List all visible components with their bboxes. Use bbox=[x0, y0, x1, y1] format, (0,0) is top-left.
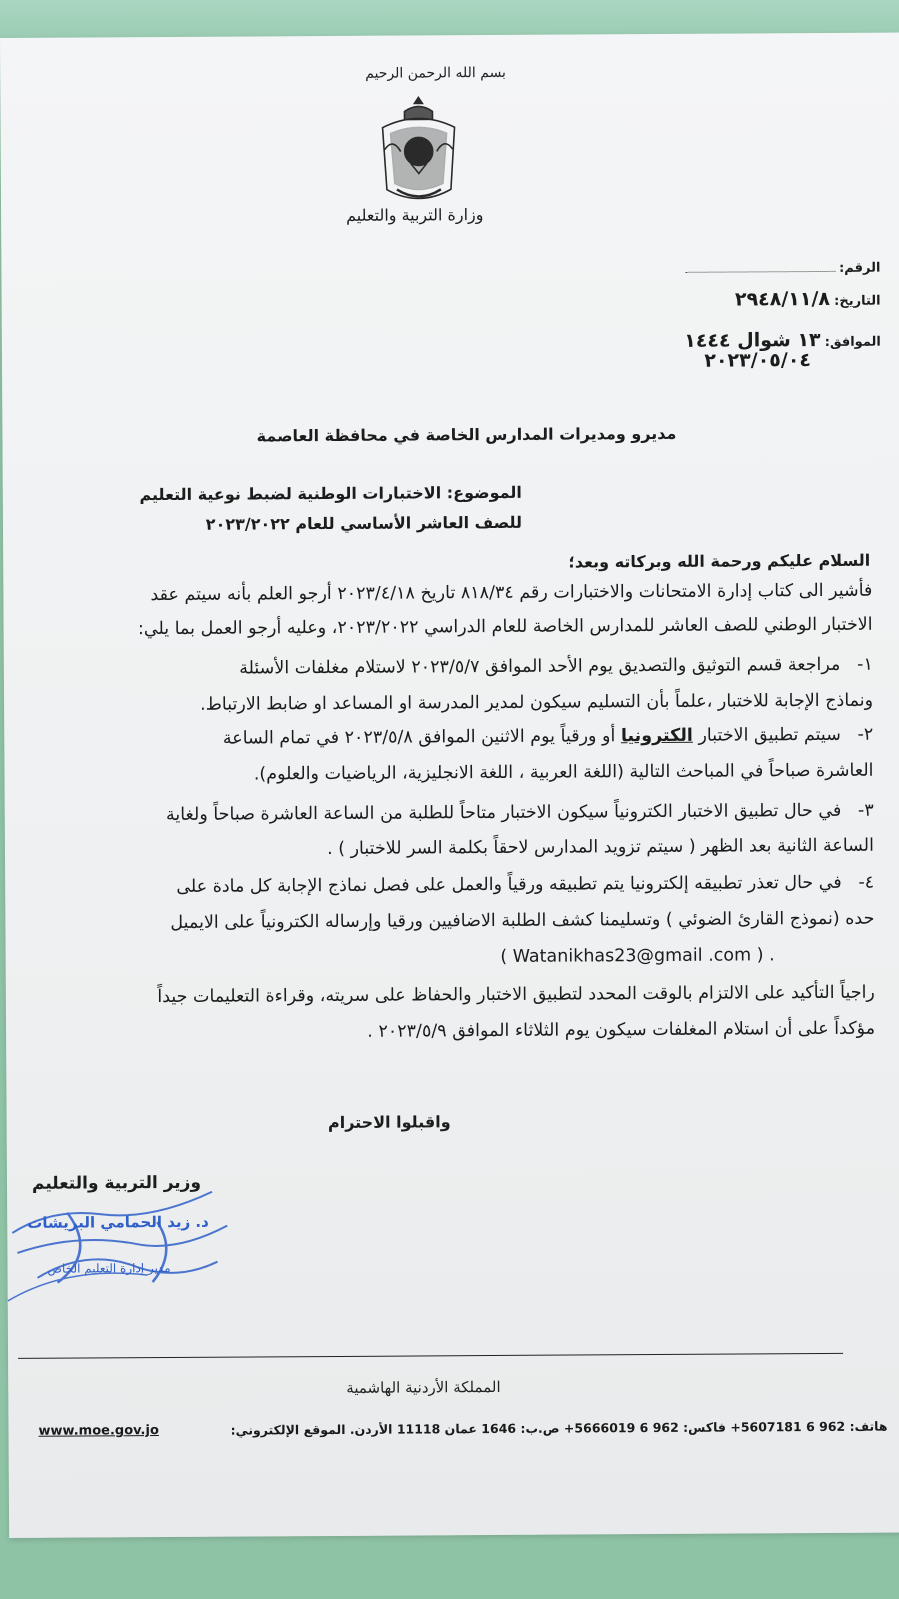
list-item-2 bbox=[223, 725, 874, 749]
greeting: السلام عليكم ورحمة الله وبركاته وبعد؛ bbox=[568, 550, 871, 572]
list-item-number: ٤- bbox=[858, 872, 875, 893]
signer-title: وزير التربية والتعليم bbox=[31, 1172, 202, 1194]
outro-line-2: مؤكداً على أن استلام المغلفات سيكون يوم الثلاثاء الموافق ٢٠٢٣/٥/٩ . bbox=[367, 1018, 876, 1042]
emphasis-electronic: الكترونيا bbox=[620, 725, 693, 747]
list-item-text: مراجعة قسم التوثيق والتصديق يوم الأحد الموافق ٢٠٢٣/٥/٧ لاستلام مغلفات الأسئلة bbox=[239, 654, 841, 679]
stamp-text-1: د. زيد الحمامي البريشات bbox=[27, 1212, 209, 1232]
reference-dots bbox=[685, 261, 835, 273]
basmala: بسم الله الرحمن الرحيم bbox=[365, 64, 506, 82]
subject-line-1: الموضوع: الاختبارات الوطنية لضبط نوعية التعليم bbox=[139, 482, 522, 505]
list-item-text: سيتم تطبيق الاختبار bbox=[698, 724, 841, 746]
list-item-text-rest: أو ورقياً يوم الاثنين الموافق ٢٠٢٣/٥/٨ في تمام الساعة bbox=[222, 726, 616, 749]
intro-line-2: الاختبار الوطني للصف العاشر للمدارس الخاصة للعام الدراسي ٢٠٢٣/٢٠٢٢، وعليه أرجو العمل بما يلي: bbox=[137, 614, 873, 640]
recipient: مديرو ومديرات المدارس الخاصة في محافظة العاصمة bbox=[256, 423, 677, 446]
hijri-value: ١٣ شوال ١٤٤٤ bbox=[684, 328, 821, 352]
list-item-1-cont: ونماذج الإجابة للاختبار ،علماً بأن التسليم سيكون لمدير المدرسة او المساعد او ضابط الارتباط. bbox=[200, 690, 874, 715]
signature-stamp bbox=[7, 1171, 268, 1323]
footer-divider bbox=[18, 1353, 843, 1359]
reference-row bbox=[480, 261, 880, 278]
list-item-text: في حال تطبيق الاختبار الكترونياً سيكون الاختبار متاحاً للطلبة من الساعة العاشرة صباحاً ولغاية bbox=[165, 800, 842, 826]
footer-website-link[interactable]: www.moe.gov.jo bbox=[38, 1423, 159, 1439]
subject-line-2: للصف العاشر الأساسي للعام ٢٠٢٣/٢٠٢٢ bbox=[205, 512, 523, 534]
stamp-text-2: مدير إدارة التعليم الخاص bbox=[47, 1260, 171, 1276]
footer-kingdom: المملكة الأردنية الهاشمية bbox=[346, 1377, 501, 1397]
list-item-1 bbox=[239, 655, 873, 679]
gregorian-value: ٢٠٢٣/٠٥/٠٤ bbox=[704, 349, 812, 372]
date-label: التاريخ: bbox=[834, 293, 881, 309]
list-item-number: ٢- bbox=[857, 724, 874, 745]
list-item-number: ١- bbox=[857, 654, 873, 675]
list-item-text: في حال تعذر تطبيقه إلكترونيا يتم تطبيقه ورقياً والعمل على فصل نماذج الإجابة كل مادة على bbox=[176, 872, 842, 897]
date-row bbox=[481, 288, 881, 312]
list-item-3-cont: الساعة الثانية بعد الظهر ( سيتم تزويد المدارس لاحقاً بكلمة السر للاختبار ) . bbox=[326, 835, 875, 860]
hijri-label: الموافق: bbox=[824, 334, 881, 350]
list-item-number: ٣- bbox=[857, 800, 874, 821]
reference-label: الرقم: bbox=[839, 260, 881, 276]
outro-line-1: راجياً التأكيد على الالتزام بالوقت المحدد لتطبيق الاختبار والحفاظ على سريته، وقراءة التعليمات جيداً bbox=[157, 982, 875, 1008]
footer-contact: هاتف: 962 6 5607181+ فاكس: 962 6 5666019+ ص.ب: 1646 عمان 11118 الأردن. الموقع الإلكتروني: bbox=[230, 1418, 888, 1438]
closing: واقبلوا الاحترام bbox=[327, 1112, 451, 1133]
coat-of-arms-icon bbox=[370, 93, 467, 210]
list-item-4-cont-1: حده (نموذج القارئ الضوئي ) وتسليمنا كشف الطلبة الاضافيين ورقيا وإرساله الكترونياً على الايميل bbox=[170, 908, 875, 933]
ministry-name: وزارة التربية والتعليم bbox=[346, 205, 484, 225]
list-item-2-cont: العاشرة صباحاً في المباحث التالية (اللغة العربية ، اللغة الانجليزية، الرياضيات والعلوم). bbox=[253, 760, 874, 785]
list-item-3 bbox=[166, 801, 874, 825]
letter-page bbox=[0, 33, 899, 1538]
intro-line-1: فأشير الى كتاب إدارة الامتحانات والاختبارات رقم ٨١٨/٣٤ تاريخ ٢٠٢٣/٤/١٨ أرجو العلم بأنه سيتم عقد bbox=[150, 580, 873, 606]
date-value: ٢٩٤٨/١١/٨ bbox=[734, 287, 831, 311]
list-item-4-email: . ( Watanikhas23@gmail .com ) bbox=[500, 945, 775, 967]
list-item-4 bbox=[176, 873, 874, 897]
gregorian-row bbox=[411, 349, 811, 373]
